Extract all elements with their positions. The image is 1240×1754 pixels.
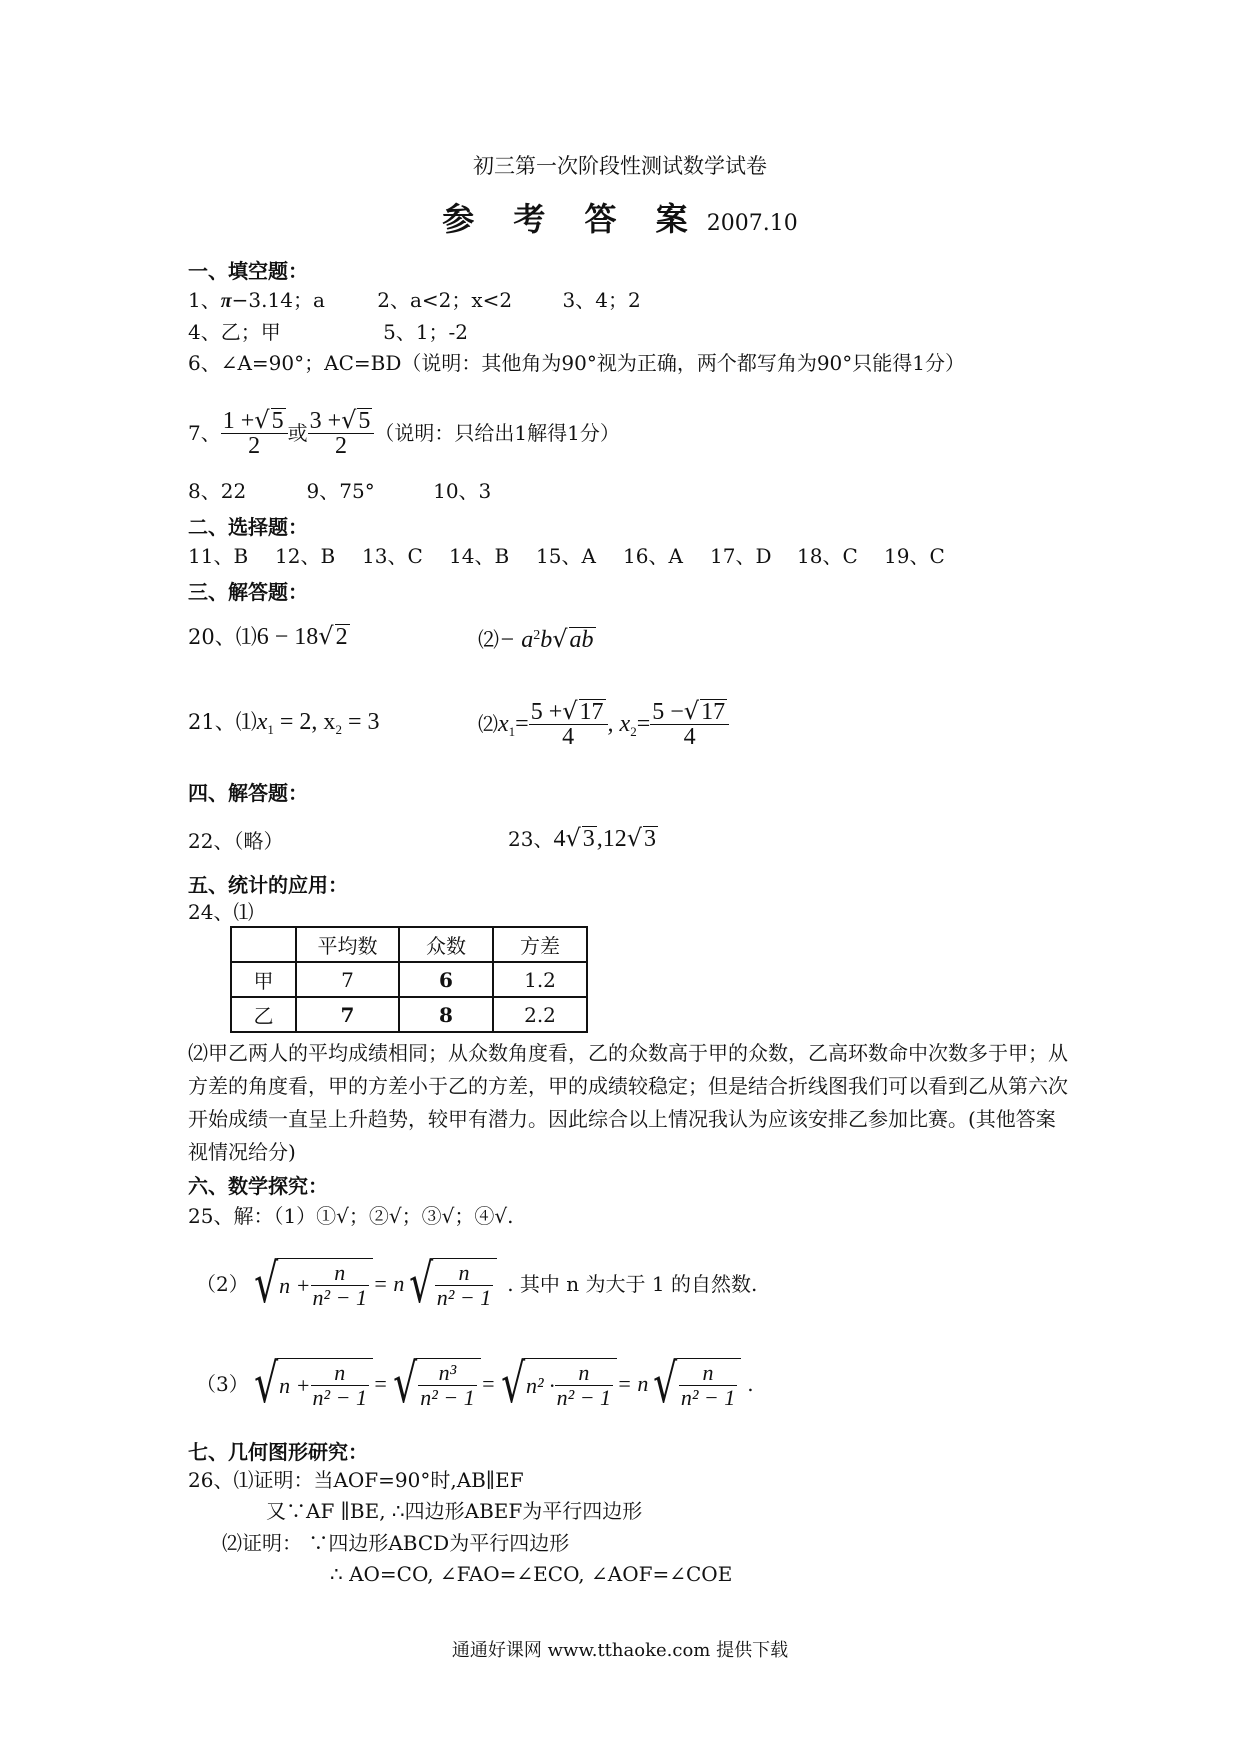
section-heading-7: 七、几何图形研究： bbox=[188, 1440, 368, 1464]
table-cell: 甲 bbox=[231, 962, 296, 997]
q7-number: 7、 bbox=[188, 421, 221, 445]
q7-note: （说明：只给出1解得1分） bbox=[374, 421, 620, 445]
q1-number: 1、 bbox=[188, 288, 221, 312]
pi-symbol: π bbox=[220, 290, 232, 312]
answer-line-4 bbox=[188, 398, 620, 468]
table-cell: 乙 bbox=[231, 997, 296, 1032]
answer-line-3: 6、∠A=90°；AC=BD（说明：其他角为90°视为正确，两个都写角为90°只能得1分） bbox=[188, 351, 965, 375]
q20-answer: 20、⑴6 − 18√2 ⑵− $a^2b√ab$ bbox=[188, 622, 594, 653]
table-row bbox=[231, 997, 587, 1032]
statistics-table bbox=[230, 926, 588, 1033]
choice-answers bbox=[188, 544, 944, 568]
choice-answer: 18、C bbox=[797, 544, 858, 568]
q9-answer: 9、75° bbox=[306, 479, 375, 503]
table-cell: 6 bbox=[399, 962, 493, 997]
choice-answer: 13、C bbox=[362, 544, 423, 568]
answer-line-2 bbox=[188, 320, 468, 344]
q8-answer: 8、22 bbox=[188, 479, 247, 503]
exam-subtitle: 初三第一次阶段性测试数学试卷 bbox=[473, 154, 767, 178]
q3-answer: 3、4；2 bbox=[562, 288, 641, 312]
choice-answer: 15、A bbox=[536, 544, 596, 568]
section-heading-4: 四、解答题： bbox=[188, 781, 308, 805]
footer-credit: 通通好课网 www.tthaoke.com 提供下载 bbox=[451, 1640, 789, 1661]
q4-answer: 4、乙；甲 bbox=[188, 320, 281, 344]
table-cell: 8 bbox=[399, 997, 493, 1032]
choice-answer: 11、B bbox=[188, 544, 249, 568]
table-header-row bbox=[231, 927, 587, 962]
section-heading-2: 二、选择题： bbox=[188, 515, 308, 539]
table-cell: 1.2 bbox=[493, 962, 587, 997]
q21-fraction-1: $\frac{5 +√17}{4}$ bbox=[529, 699, 608, 749]
table-header-cell: 平均数 bbox=[296, 927, 399, 962]
choice-answer: 14、B bbox=[449, 544, 510, 568]
date: 2007.10 bbox=[706, 211, 798, 236]
choice-answer: 16、A bbox=[623, 544, 683, 568]
q7-fraction-1: $\frac{1 +√5}{2}$ bbox=[221, 408, 288, 458]
page-title: 参 考 答 案 bbox=[442, 200, 702, 238]
table-header-cell bbox=[231, 927, 296, 962]
table-cell: 2.2 bbox=[493, 997, 587, 1032]
q24-label: 24、⑴ bbox=[188, 900, 254, 924]
table-header-cell: 方差 bbox=[493, 927, 587, 962]
page-title-row bbox=[0, 194, 1240, 240]
choice-answer: 17、D bbox=[710, 544, 772, 568]
q25-part1: 25、解：（1）①√；②√；③√；④√. bbox=[188, 1204, 514, 1228]
q7-fraction-2: $\frac{3 +√5}{2}$ bbox=[308, 408, 375, 458]
q25-part3: （3） √ n + $\frac{n}{\text{n² − 1}}$ = √ $\frac{\text{n³}}{\text{n² − 1}}$ = √ n² · $\frac{n}{\text{n² − 1}}$ = n √ $\frac{n}{\text{n² − 1}}$ . bbox=[196, 1352, 754, 1415]
table-header-cell: 众数 bbox=[399, 927, 493, 962]
q21-answer: 21、$⑴x_1 = 2$, $x_2 = 3$ ⑵ x $_1$ = $\frac{5 +√17}{4}$ , x $_2$ = $\frac{5 -√17}{4}$ bbox=[188, 686, 828, 762]
q23-answer: 23、4√3,12√3 bbox=[508, 824, 657, 852]
q26-line-1: 26、⑴证明：当AOF=90°时,AB∥EF bbox=[188, 1468, 524, 1492]
table-row bbox=[231, 962, 587, 997]
q10-answer: 10、3 bbox=[433, 479, 492, 503]
q26-line-3: ⑵证明： ∵四边形ABCD为平行四边形 bbox=[222, 1531, 570, 1555]
choice-answer: 12、B bbox=[275, 544, 336, 568]
q25-part2: （2） √ n + $\frac{n}{\text{n² − 1}}$ = n √ $\frac{n}{\text{n² − 1}}$ . 其中 n 为大于 1 的自然数. bbox=[196, 1252, 758, 1315]
q21-fraction-2: $\frac{5 -√17}{4}$ bbox=[650, 699, 729, 749]
section-heading-1: 一、填空题： bbox=[188, 259, 308, 283]
table-cell: 7 bbox=[296, 997, 399, 1032]
q1-answer: −3.14；a bbox=[231, 288, 325, 312]
q22-answer: 22、（略） bbox=[188, 829, 284, 853]
table-cell: 7 bbox=[296, 962, 399, 997]
q24-part2-paragraph: ⑵甲乙两人的平均成绩相同；从众数角度看，乙的众数高于甲的众数，乙高环数命中次数多于甲；从方差的角度看，甲的方差小于乙的方差，甲的成绩较稳定；但是结合折线图我们可以看到乙从第六次开始成绩一直呈上升趋势，较甲有潜力。因此综合以上情况我认为应该安排乙参加比赛。(其他答案视情况给分) bbox=[188, 1041, 1068, 1164]
q2-answer: 2、a<2；x<2 bbox=[377, 288, 513, 312]
answer-line-1 bbox=[188, 288, 641, 313]
section-heading-6: 六、数学探究： bbox=[188, 1174, 328, 1198]
or-text: 或 bbox=[287, 421, 308, 445]
q26-line-4: ∴ AO=CO, ∠FAO=∠ECO, ∠AOF=∠COE bbox=[330, 1562, 733, 1586]
q26-line-2: 又∵AF ∥BE, ∴四边形ABEF为平行四边形 bbox=[266, 1499, 643, 1523]
choice-answer: 19、C bbox=[884, 544, 945, 568]
section-heading-3: 三、解答题： bbox=[188, 580, 308, 604]
section-heading-5: 五、统计的应用： bbox=[188, 873, 348, 897]
answer-line-5 bbox=[188, 479, 491, 503]
q5-answer: 5、1；-2 bbox=[383, 320, 469, 344]
